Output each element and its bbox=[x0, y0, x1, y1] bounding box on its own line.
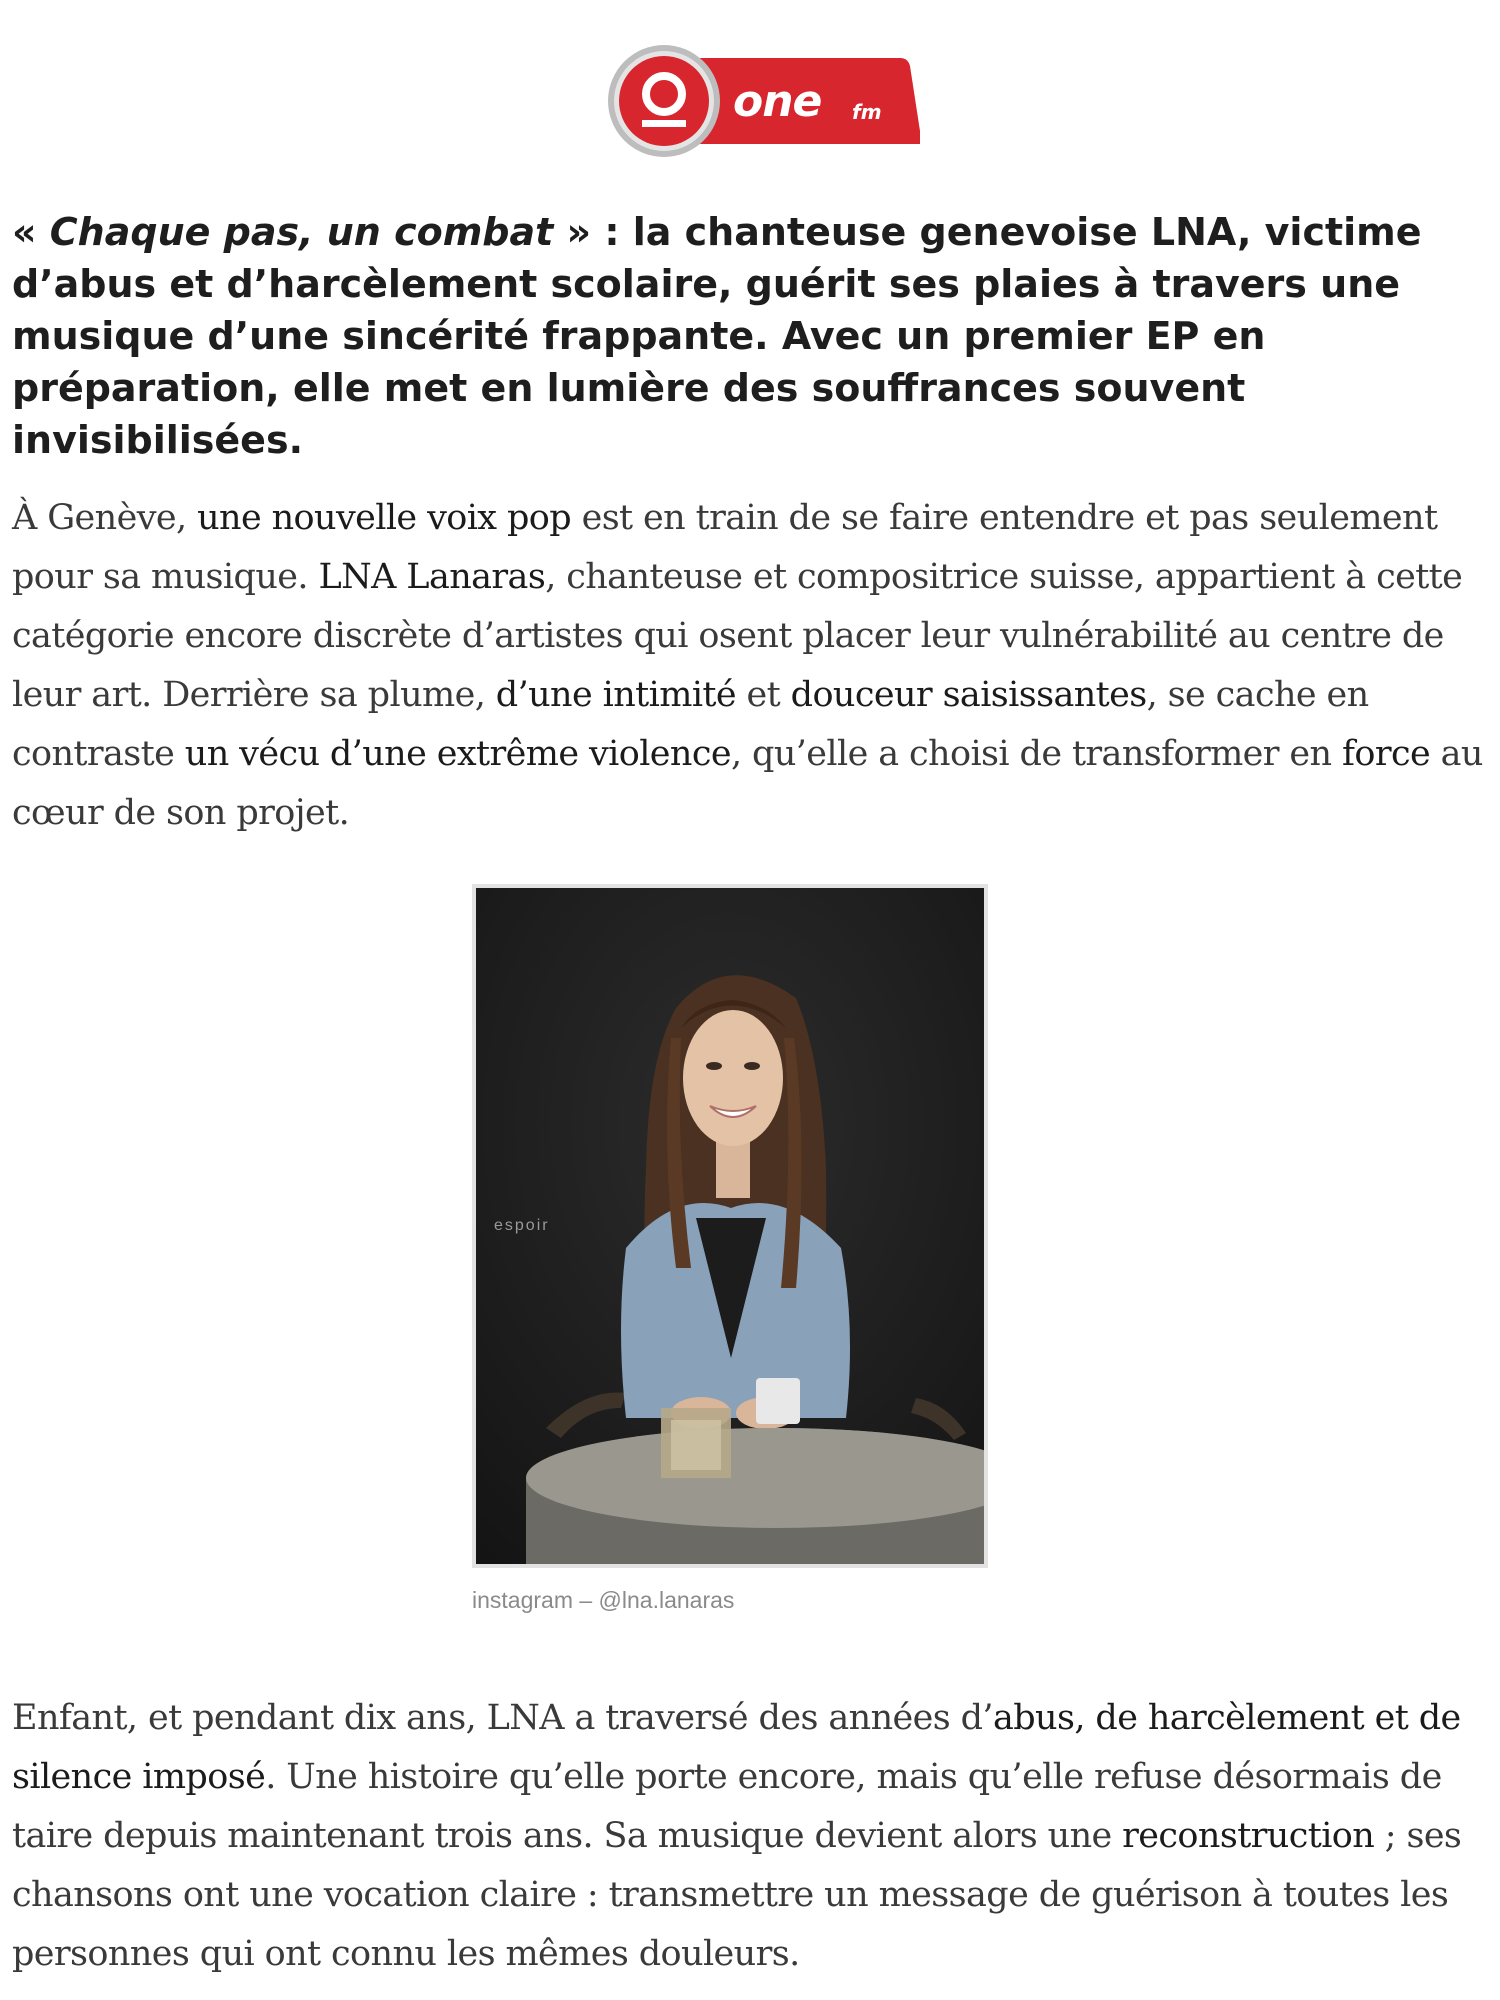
body-highlight-1: abus, de harcèlement et de silence imposé bbox=[12, 1698, 1461, 1797]
headline-quote: Chaque pas, un combat bbox=[49, 210, 554, 254]
intro-text-7: au cœur de son projet. bbox=[12, 734, 1483, 833]
intro-highlight-1: une nouvelle voix pop bbox=[197, 498, 572, 538]
headline-text: » : la chanteuse genevoise LNA, victime d’abus et d’harcèlement scolaire, guérit ses plaies à travers une musique d’une sincérité frappante. Avec un premier EP en préparation, elle met en lumière des souffrances souvent invisibilisées. bbox=[12, 210, 1422, 462]
intro-highlight-3: d’une intimité bbox=[495, 675, 736, 715]
photo-caption: instagram – @lna.lanaras bbox=[472, 1587, 735, 1613]
intro-text-4: et bbox=[736, 675, 791, 715]
intro-text-1: À Genève, bbox=[12, 498, 198, 538]
intro-text-3: , chanteuse et compositrice suisse, appartient à cette catégorie encore discrète d’artistes qui osent placer leur vulnérabilité au centre de leur art. Derrière sa plume, bbox=[12, 557, 1463, 715]
intro-paragraph bbox=[12, 489, 1488, 843]
article-photo[interactable] bbox=[472, 884, 988, 1568]
intro-highlight-6: force bbox=[1342, 734, 1431, 774]
intro-highlight-2: LNA Lanaras bbox=[318, 557, 546, 597]
logo-wordmark: one bbox=[733, 76, 822, 127]
body-highlight-2: reconstruction bbox=[1122, 1816, 1375, 1856]
intro-highlight-5: un vécu d’une extrême violence bbox=[184, 734, 731, 774]
photo-overlay-text: espoir bbox=[494, 1217, 550, 1234]
body-text-3: ; ses chansons ont une vocation claire : transmettre un message de guérison à toutes les personnes qui ont connu les mêmes douleurs. bbox=[12, 1816, 1462, 1974]
intro-text-2: est en train de se faire entendre et pas seulement pour sa musique. bbox=[12, 498, 1438, 597]
intro-text-6: , qu’elle a choisi de transformer en bbox=[730, 734, 1343, 774]
article-headline bbox=[12, 206, 1492, 466]
onefm-logo[interactable] bbox=[600, 44, 920, 160]
photo-illustration bbox=[476, 888, 984, 1564]
intro-text-5: , se cache en contraste bbox=[12, 675, 1369, 774]
intro-highlight-4: douceur saisissantes bbox=[790, 675, 1147, 715]
body-paragraph bbox=[12, 1689, 1488, 1984]
headline-open-quote: « bbox=[12, 210, 50, 254]
logo-suffix: fm bbox=[852, 100, 882, 124]
body-text-1: Enfant, et pendant dix ans, LNA a traversé des années d’ bbox=[12, 1698, 993, 1738]
body-text-2: . Une histoire qu’elle porte encore, mais qu’elle refuse désormais de taire depuis maintenant trois ans. Sa musique devient alors une bbox=[12, 1757, 1442, 1856]
